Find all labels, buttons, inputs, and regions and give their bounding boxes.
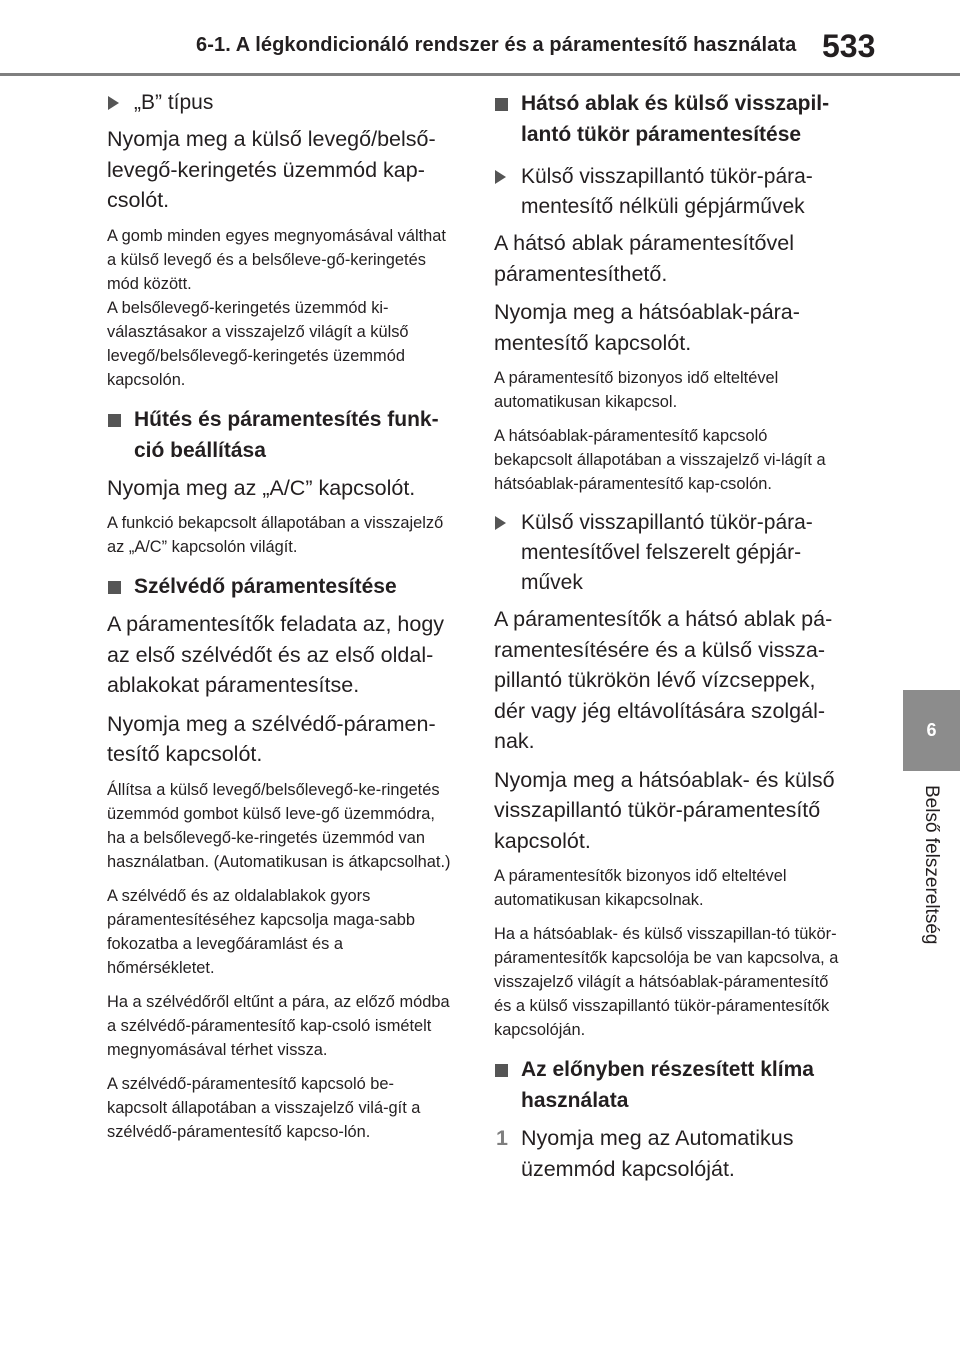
square-bullet-icon	[108, 581, 121, 594]
instruction-text: Nyomja meg a külső levegő/belső-levegő-keringetés üzemmód kap-csolót.	[107, 127, 436, 212]
section-heading-rear-window	[494, 88, 844, 150]
note-text: A funkció bekapcsolt állapotában a visszajelző az „A/C” kapcsolón világít.	[107, 514, 444, 556]
instruction-text: Nyomja meg az „A/C” kapcsolót.	[107, 475, 416, 500]
subsection-heading-b-type	[107, 88, 452, 118]
instruction-text: Nyomja meg a hátsóablak- és külső visszapillantó tükör-páramentesítő kapcsolót.	[494, 767, 835, 853]
section-heading-text: Hátsó ablak és külső visszapil-lantó tükör páramentesítése	[521, 92, 830, 146]
chapter-side-label: Belső felszereltség	[921, 785, 942, 945]
body-text: A páramentesítők a hátsó ablak pá-ramentesítésére és a külső vissza-pillantó tükrökön lévő vízcseppek, dér vagy jég eltávolítására szolgál-nak.	[494, 607, 833, 753]
note-text: A szélvédő-páramentesítő kapcsoló be-kapcsolt állapotában a visszajelző vilá-gít a szélvédő-páramentesítő kapcso-lón.	[107, 1074, 421, 1141]
note-text: A páramentesítő bizonyos idő elteltével automatikusan kikapcsol.	[494, 369, 779, 411]
step-number: 1	[496, 1126, 508, 1150]
triangle-bullet-icon	[495, 516, 506, 530]
section-heading-preferred-climate	[494, 1054, 844, 1116]
section-heading-cooling	[107, 404, 452, 466]
note-text: A páramentesítők bizonyos idő elteltével automatikusan kikapcsolnak.	[494, 867, 787, 909]
note-text: A hátsóablak-páramentesítő kapcsoló bekapcsolt állapotában a visszajelző vi-lágít a hátsóablak-páramentesítő kap-csolón.	[494, 427, 826, 493]
chapter-tab-number: 6	[926, 720, 937, 740]
subsection-heading-text: Külső visszapillantó tükör-pára-mentesítő nélküli gépjárművek	[521, 165, 813, 218]
square-bullet-icon	[495, 98, 508, 111]
body-text: A páramentesítők feladata az, hogy az első szélvédőt és az első oldal-ablakokat páramentesítse.	[107, 612, 445, 697]
note-text: A belsőlevegő-keringetés üzemmód ki-választásakor a visszajelző világít a külső levegő/belsőlevegő-keringetés üzemmód kapcsolón.	[107, 298, 409, 389]
square-bullet-icon	[495, 1064, 508, 1077]
page-header-title: 6-1. A légkondicionáló rendszer és a páramentesítő használata	[196, 34, 797, 56]
section-heading-windshield	[107, 571, 452, 602]
triangle-bullet-icon	[108, 96, 119, 110]
note-text: Ha a szélvédőről eltűnt a pára, az előző módba a szélvédő-páramentesítő kap-csoló ismételt megnyomásával térhet vissza.	[107, 992, 450, 1059]
note-text: A gomb minden egyes megnyomásával válthat a külső levegő és a belsőleve-gő-keringetés mód között.	[107, 226, 446, 293]
subsection-heading-text: Külső visszapillantó tükör-pára-mentesítővel felszerelt gépjár-művek	[521, 511, 813, 594]
subsection-heading-text: „B” típus	[134, 91, 214, 114]
page-number: 533	[822, 28, 876, 64]
numbered-step	[494, 1123, 844, 1184]
subsection-heading-without-mirror-defogger	[494, 162, 844, 222]
step-text: Nyomja meg az Automatikus üzemmód kapcsolóját.	[521, 1126, 794, 1181]
section-heading-text: Szélvédő páramentesítése	[134, 575, 397, 598]
instruction-text: Nyomja meg a szélvédő-páramen-tesítő kapcsolót.	[107, 711, 436, 766]
subsection-heading-with-mirror-defogger	[494, 508, 844, 598]
chapter-tab	[903, 690, 960, 771]
section-heading-text: Az előnyben részesített klíma használata	[521, 1058, 814, 1112]
body-text: A hátsó ablak páramentesítővel páramentesíthető.	[494, 231, 794, 286]
section-heading-text: Hűtés és páramentesítés funk-ció beállítása	[134, 407, 439, 462]
instruction-text: Nyomja meg a hátsóablak-pára-mentesítő kapcsolót.	[494, 300, 800, 355]
triangle-bullet-icon	[495, 170, 506, 184]
header-divider	[0, 73, 960, 76]
note-text: Ha a hátsóablak- és külső visszapillan-tó tükör-páramentesítők kapcsolója be van kapcsolva, a visszajelző világít a hátsóablak-páramentesítő és a külső visszapillantó tükör-páramentesítők kapcsolóján.	[494, 925, 839, 1039]
right-column	[494, 88, 844, 1184]
note-text: A szélvédő és az oldalablakok gyors páramentesítéséhez kapcsolja maga-sabb fokozatba a levegőáramlást és a hőmérsékletet.	[107, 886, 415, 977]
left-column	[107, 88, 452, 1154]
square-bullet-icon	[108, 414, 121, 427]
note-text: Állítsa a külső levegő/belsőlevegő-ke-ringetés üzemmód gombot külső leve-gő üzemmódra, ha a belsőlevegő-ke-ringetés üzemmód van használatban. (Automatikusan is átkapcsolhat.)	[107, 780, 451, 871]
